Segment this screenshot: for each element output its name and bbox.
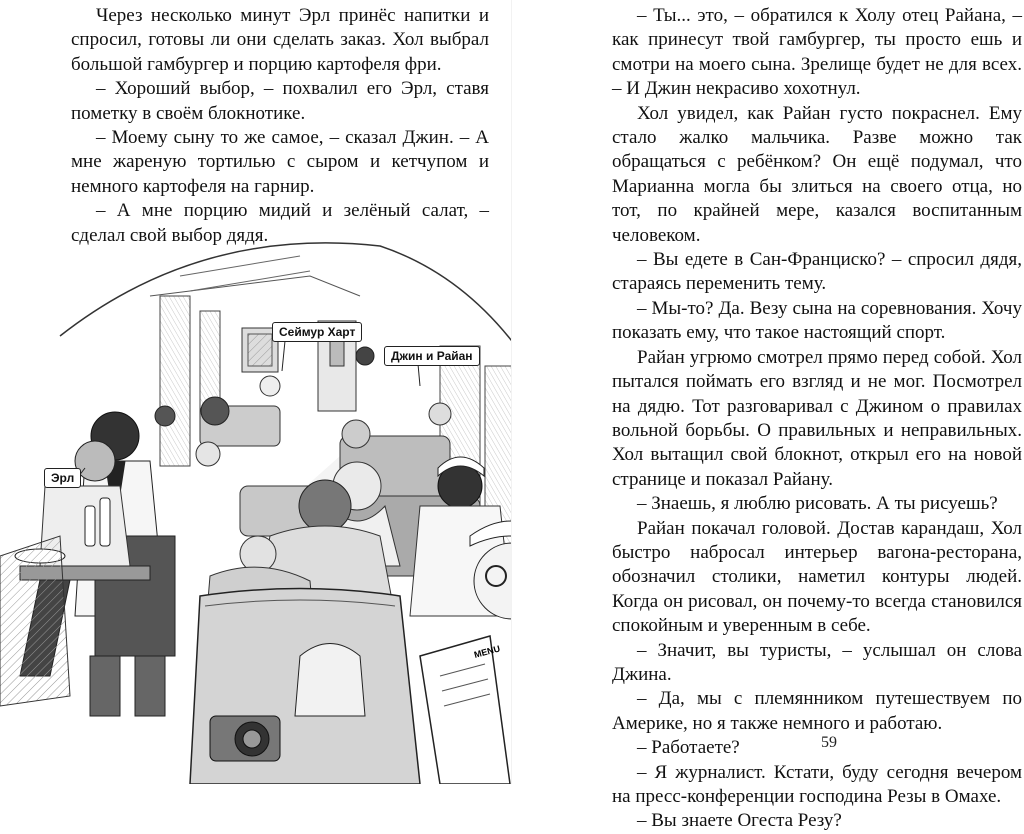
- left-paragraph-1: Через несколько минут Эрл принёс напитки и спросил, готовы ли они сделать заказ. Хол выбрал большой гамбургер и порцию картофеля фри.: [71, 5, 489, 75]
- right-paragraph-1: – Ты... это, – обратился к Холу отец Райана, – как принесут твой гамбургер, ты просто ешь и смотри на моего сына. Зрелище будет не для всех. – И Джин некрасиво хохотнул.: [612, 5, 1022, 100]
- label-seymour-hart: Сеймур Харт: [272, 322, 362, 342]
- left-paragraph-3: – Моему сыну то же самое, – сказал Джин. – А мне жареную тортилью с сыром и кетчупом и немного картофеля на гарнир.: [71, 127, 489, 197]
- right-paragraph-4: – Мы-то? Да. Везу сына на соревнования. Хочу показать ему, что такое настоящий спорт.: [612, 297, 1022, 344]
- right-paragraph-10: – Работаете?: [637, 737, 740, 759]
- right-paragraph-6: – Знаешь, я люблю рисовать. А ты рисуешь?: [637, 493, 998, 515]
- dining-car-drawing: [0, 236, 512, 784]
- right-paragraph-9: – Да, мы с племянником путешествуем по Америке, но я также немного и работаю.: [612, 688, 1022, 734]
- right-paragraph-11: – Я журналист. Кстати, буду сегодня вечером на пресс-конференции господина Резы в Омахе.: [612, 761, 1022, 807]
- left-page: [0, 0, 512, 784]
- right-paragraph-5: Райан угрюмо смотрел прямо перед собой. Хол пытался поймать его взгляд и не мог. Посмотрел на дядю. Тот разговаривал с Джином о правилах вольной борьбы. О правильных и неправильных. Хол вытащил свой блокнот, открыл его на новой странице и показал Райану.: [612, 346, 1022, 490]
- right-paragraph-8: – Значит, вы туристы, – услышал он слова Джина.: [612, 639, 1022, 685]
- left-paragraph-2: – Хороший выбор, – похвалил его Эрл, ставя пометку в своём блокнотике.: [71, 78, 489, 124]
- right-paragraph-2: Хол увидел, как Райан густо покраснел. Ему стало жалко мальчика. Разве можно так обращаться с ребёнком? Он ещё подумал, что Марианна могла бы злиться на своего отца, но тот, по крайней мере, казался воспитанным человеком.: [612, 102, 1022, 246]
- right-paragraph-3: – Вы едете в Сан-Франциско? – спросил дядя, стараясь переменить тему.: [612, 249, 1022, 295]
- left-paragraph-4: – А мне порцию мидий и зелёный салат, – сделал свой выбор дядя.: [71, 200, 489, 246]
- right-paragraph-12: – Вы знаете Огеста Резу?: [637, 810, 842, 832]
- right-page: [512, 0, 1024, 832]
- menu-sign-text: MENU: [472, 643, 502, 660]
- right-text-column: [612, 4, 1022, 834]
- left-text-column: [71, 4, 489, 248]
- label-earl: Эрл: [44, 468, 81, 488]
- page-number: 59: [821, 734, 837, 751]
- dining-car-illustration: [0, 236, 512, 784]
- label-jin-and-ryan: Джин и Райан: [384, 346, 480, 366]
- right-paragraph-7: Райан покачал головой. Достав карандаш, Хол быстро набросал интерьер вагона-ресторана, обозначил столики, наметил контуры людей. Когда он рисовал, он почему-то всегда становился спокойным и уверенным в себе.: [612, 517, 1022, 637]
